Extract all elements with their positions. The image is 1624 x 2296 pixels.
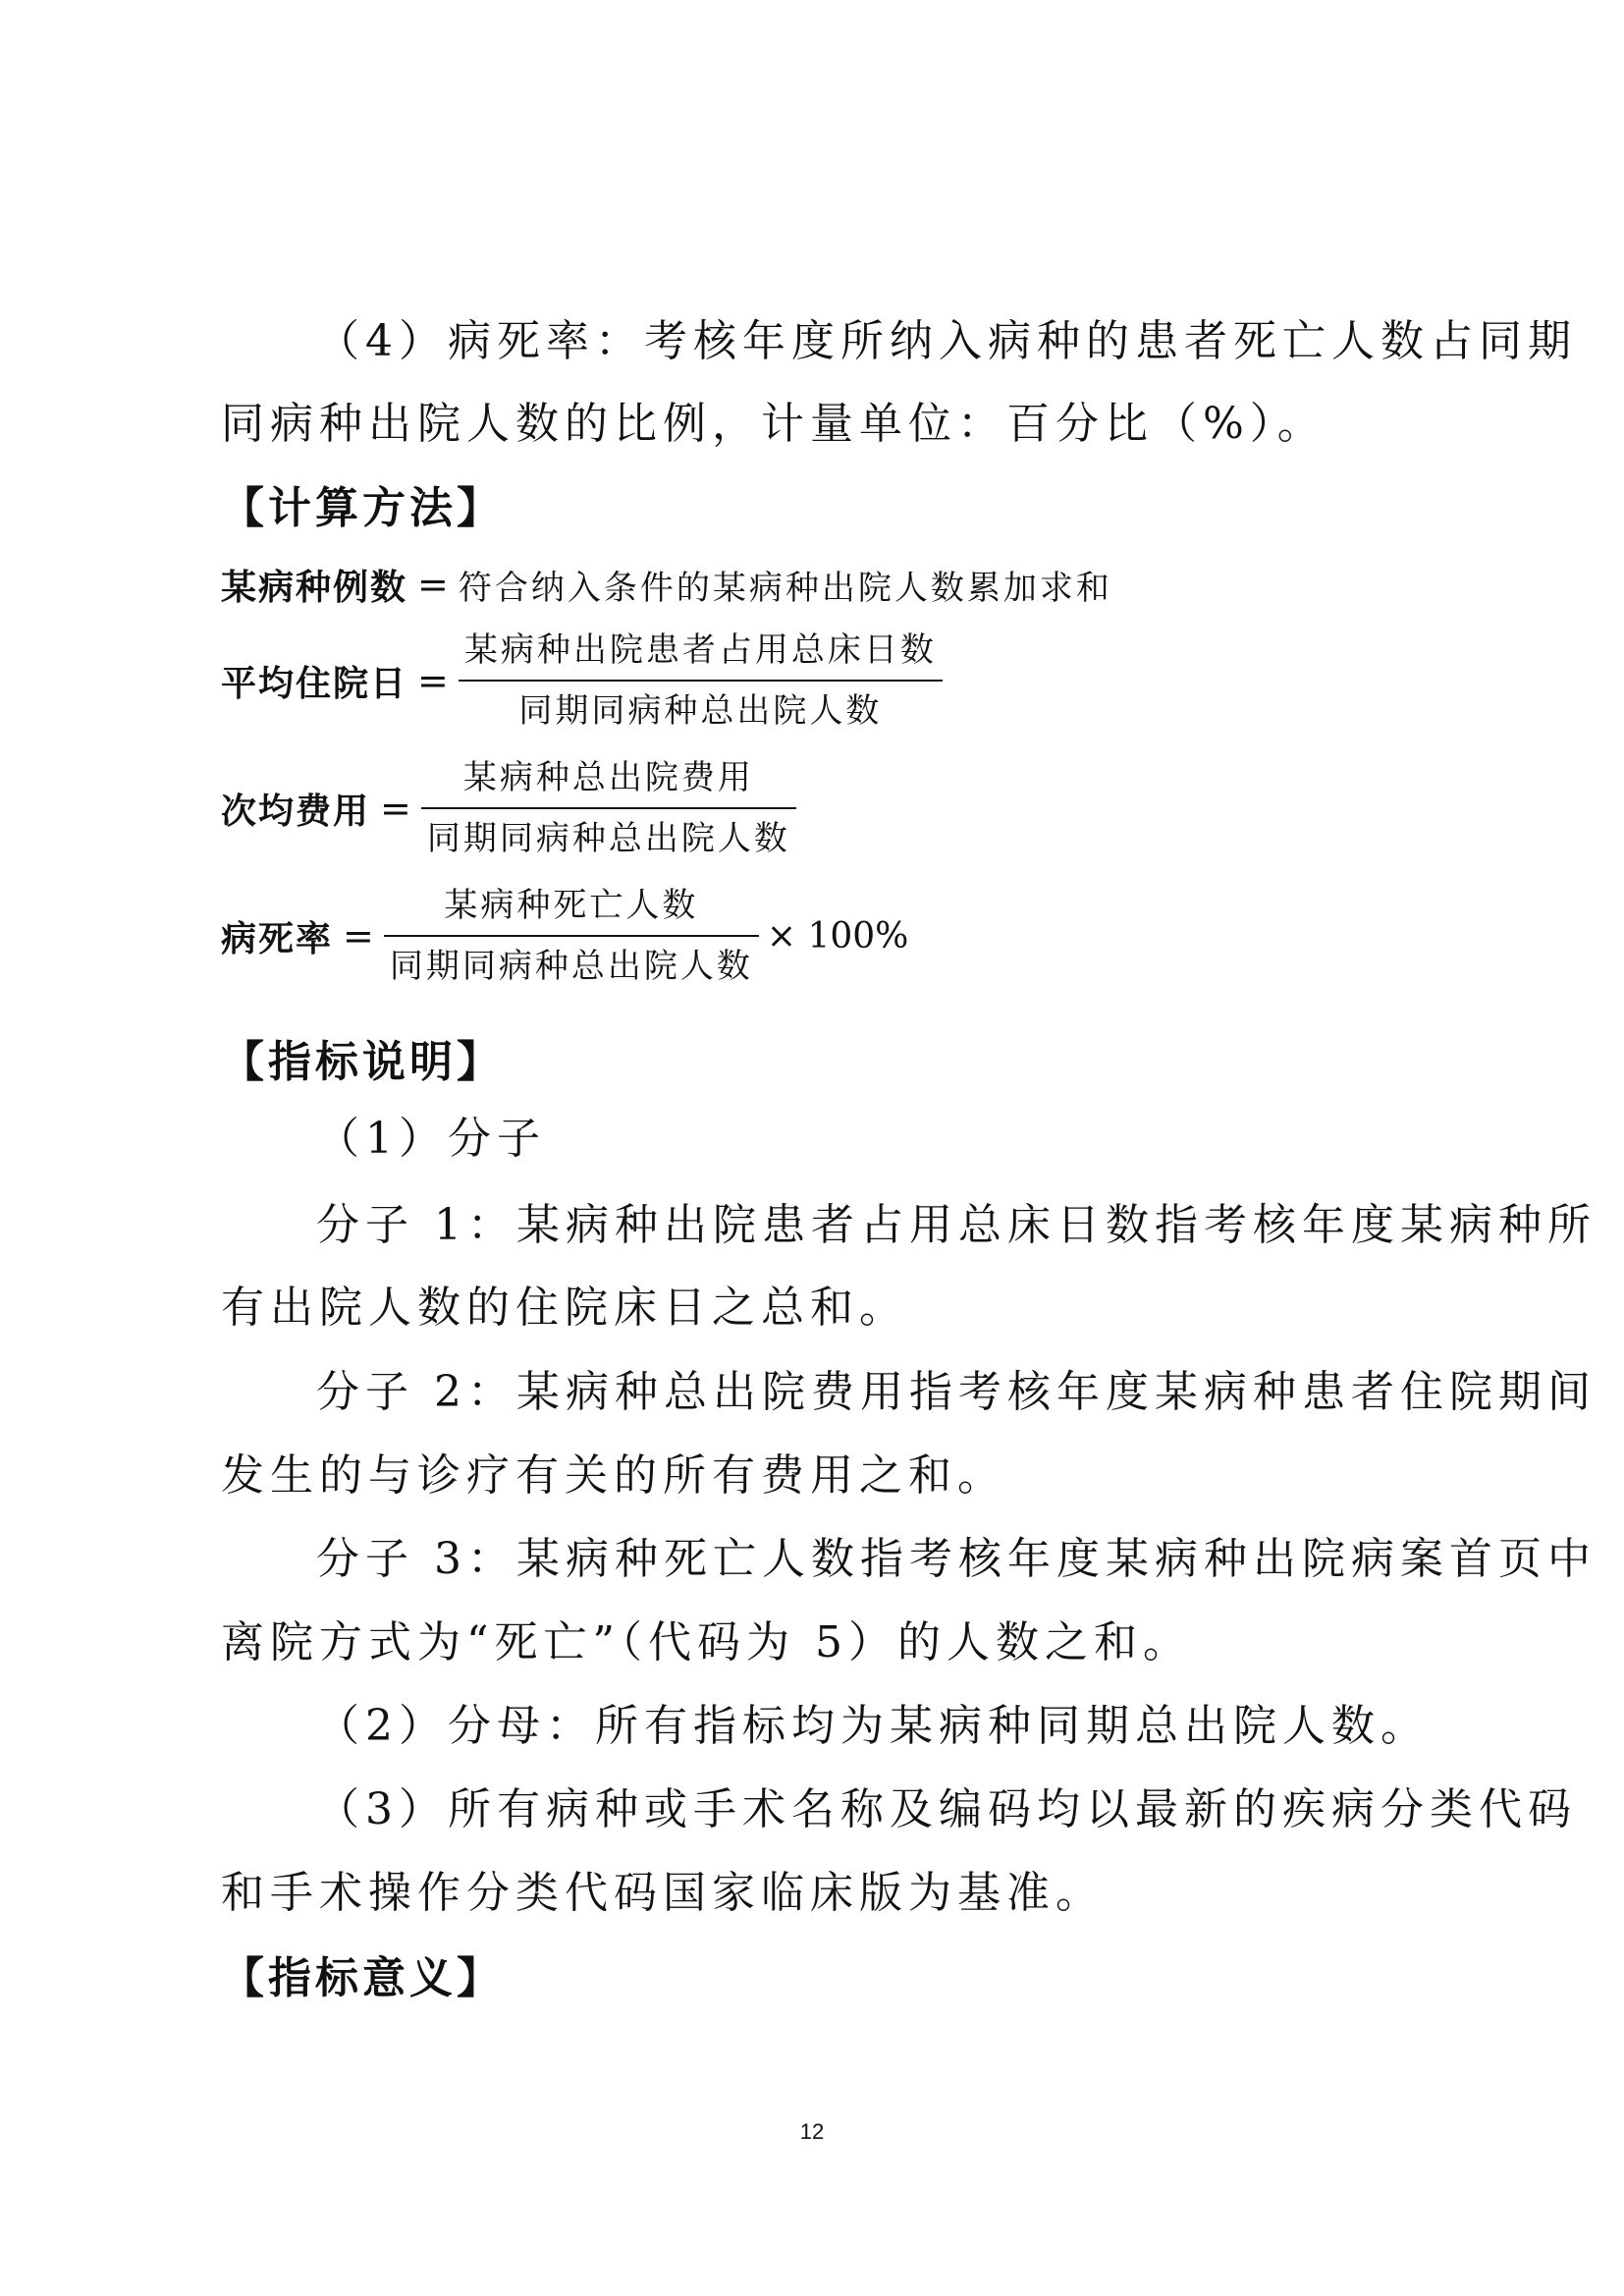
formula-definition: 符合纳入条件的某病种出院人数累加求和 — [458, 568, 1112, 608]
formula-mortality — [221, 884, 908, 988]
section4-line1: （4）病死率：考核年度所纳入病种的患者死亡人数占同期 — [316, 316, 1577, 366]
explanation-p4-line2: 离院方式为“死亡”（代码为 5）的人数之和。 — [221, 1617, 1192, 1667]
explanation-p4-line1: 分子 3：某病种死亡人数指考核年度某病种出院病案首页中 — [316, 1534, 1597, 1584]
formula-label: 某病种例数 — [221, 567, 408, 608]
denominator: 同期同病种总出院人数 — [518, 691, 883, 731]
formula-label: 平均住院日 — [221, 663, 408, 704]
percent-multiplier: × 100% — [766, 915, 909, 957]
numerator: 某病种出院患者占用总床日数 — [463, 630, 937, 670]
equals-sign: = — [417, 563, 449, 606]
section4-line2: 同病种出院人数的比例，计量单位：百分比（%）。 — [221, 399, 1326, 449]
explanation-p1: （1）分子 — [316, 1114, 546, 1164]
page-number: 12 — [799, 2119, 825, 2144]
explanation-p3-line1: 分子 2：某病种总出院费用指考核年度某病种患者住院期间 — [316, 1367, 1597, 1417]
equals-sign: = — [343, 914, 374, 957]
formula-label: 次均费用 — [221, 791, 371, 832]
fraction — [421, 756, 796, 860]
calc-method-heading: 【计算方法】 — [221, 483, 504, 533]
numerator: 某病种总出院费用 — [462, 758, 754, 797]
equals-sign: = — [417, 659, 449, 702]
equals-sign: = — [380, 787, 411, 830]
explanation-p2-line2: 有出院人数的住院床日之总和。 — [221, 1283, 908, 1333]
explanation-p3-line2: 发生的与诊疗有关的所有费用之和。 — [221, 1450, 1006, 1501]
explanation-p6-line1: （3）所有病种或手术名称及编码均以最新的疾病分类代码 — [316, 1784, 1577, 1834]
explanation-p2-line1: 分子 1：某病种出院患者占用总床日数指考核年度某病种所 — [316, 1200, 1597, 1250]
numerator: 某病种死亡人数 — [444, 886, 699, 925]
explanation-p5: （2）分母：所有指标均为某病种同期总出院人数。 — [316, 1701, 1430, 1751]
formula-avg-cost — [221, 756, 796, 860]
fraction — [459, 629, 943, 733]
denominator: 同期同病种总出院人数 — [426, 819, 790, 858]
fraction — [384, 884, 759, 988]
explanation-heading: 【指标说明】 — [221, 1037, 504, 1087]
formula-label: 病死率 — [221, 918, 334, 959]
formula-case-count — [221, 558, 1112, 611]
explanation-p6-line2: 和手术操作分类代码国家临床版为基准。 — [221, 1868, 1105, 1918]
meaning-heading: 【指标意义】 — [221, 1953, 504, 2003]
formula-avg-stay — [221, 629, 943, 733]
denominator: 同期同病种总出院人数 — [389, 947, 753, 986]
